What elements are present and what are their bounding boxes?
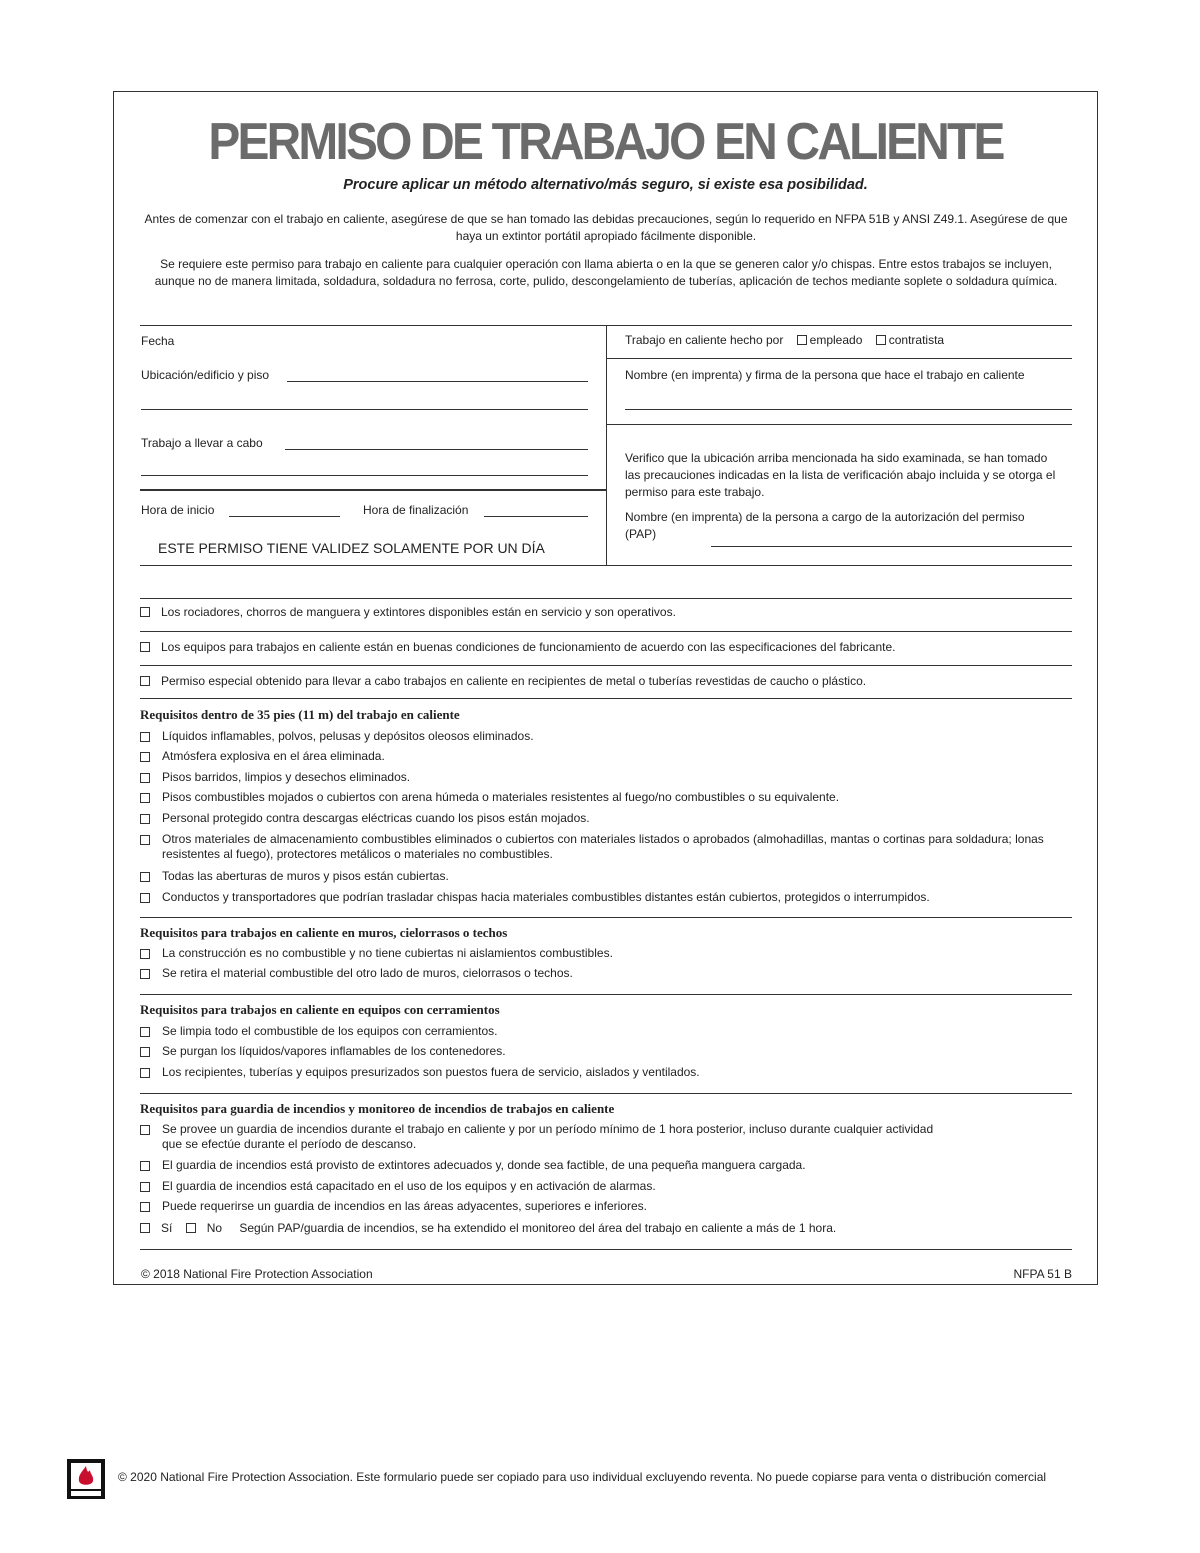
divider: [140, 1249, 1072, 1250]
checkbox[interactable]: [140, 814, 150, 824]
checkbox[interactable]: [140, 1047, 150, 1057]
intro-paragraph-1: Antes de comenzar con el trabajo en caliente, asegúrese de que se han tomado las debidas precauciones, según lo requerido en NFPA 51B y ANSI Z49.1. Asegúrese de que haya un extintor portátil apropiado fácilmente disponible.: [144, 212, 1068, 243]
checkbox[interactable]: [140, 1202, 150, 1212]
no-checkbox[interactable]: [186, 1223, 196, 1233]
divider: [140, 489, 606, 491]
check-text: Los equipos para trabajos en caliente están en buenas condiciones de funcionamiento de acuerdo con las especificaciones del fabricante.: [161, 640, 896, 654]
divider: [140, 631, 1072, 632]
item-text: El guardia de incendios está provisto de extintores adecuados y, donde sea factible, de una pequeña manguera cargada.: [162, 1158, 806, 1172]
checkbox[interactable]: [140, 969, 150, 979]
hecho-por-row: [625, 333, 944, 347]
checklist-item: [140, 1158, 1072, 1173]
checklist-item: [140, 966, 1072, 981]
footer-code: NFPA 51 B: [1013, 1267, 1072, 1281]
bottom-copyright-note: © 2020 National Fire Protection Association. Este formulario puede ser copiado para uso individual excluyendo reventa. No puede copiarse para venta o distribución comercial: [118, 1470, 1047, 1484]
checklist-item: [140, 869, 1072, 884]
item-text: Conductos y transportadores que podrían trasladar chispas hacia materiales combustibles distantes están cubiertos, protegidos o interrumpidos.: [162, 890, 930, 904]
checkbox[interactable]: [140, 607, 150, 617]
divider: [140, 665, 1072, 666]
check-text: Permiso especial obtenido para llevar a cabo trabajos en caliente en recipientes de metal o tuberías revestidas de caucho o plástico.: [161, 674, 867, 688]
item-text: Se retira el material combustible del otro lado de muros, cielorrasos o techos.: [162, 966, 573, 980]
checkbox[interactable]: [140, 642, 150, 652]
checklist-item: [140, 1024, 1072, 1039]
checkbox[interactable]: [140, 835, 150, 845]
nombre-firma-field[interactable]: [625, 409, 1072, 410]
checkbox[interactable]: [140, 752, 150, 762]
section-heading: Requisitos para trabajos en caliente en muros, cielorrasos o techos: [140, 925, 508, 940]
trabajo-field[interactable]: [285, 449, 588, 450]
item-text: Los recipientes, tuberías y equipos presurizados son puestos fuera de servicio, aislados y ventilados.: [162, 1065, 700, 1079]
hora-fin-label: Hora de finalización: [363, 503, 469, 517]
checklist-item: [140, 1065, 1072, 1080]
nombre-pap-label: Nombre (en imprenta) de la persona a cargo de la autorización del permiso (PAP): [625, 510, 1025, 541]
checkbox[interactable]: [140, 732, 150, 742]
checkbox[interactable]: [140, 773, 150, 783]
item-text: Puede requerirse un guardia de incendios en las áreas adyacentes, superiores e inferiores.: [162, 1199, 647, 1213]
checkbox[interactable]: [140, 893, 150, 903]
divider: [140, 1093, 1072, 1094]
checklist-item: [140, 946, 1072, 961]
divider: [140, 698, 1072, 699]
check-row: [140, 640, 1072, 654]
checkbox[interactable]: [140, 793, 150, 803]
hora-fin-field[interactable]: [484, 516, 588, 517]
check-text: Los rociadores, chorros de manguera y extintores disponibles están en servicio y son operativos.: [161, 605, 676, 619]
checklist-item: [140, 1179, 1072, 1194]
no-label: No: [206, 1221, 223, 1235]
item-text: Pisos combustibles mojados o cubiertos con arena húmeda o materiales resistentes al fuego/no combustibles o su equivalente.: [162, 790, 840, 804]
check-row: [140, 674, 1072, 688]
empleado-checkbox[interactable]: [797, 335, 807, 345]
empleado-label: empleado: [809, 333, 863, 347]
check-row: [140, 605, 1072, 619]
contratista-checkbox[interactable]: [876, 335, 886, 345]
checklist-item: [140, 790, 1072, 805]
checklist-item: [140, 811, 1072, 826]
footer-copyright: © 2018 National Fire Protection Association: [141, 1267, 373, 1281]
divider: [606, 358, 1072, 359]
fecha-label: Fecha: [141, 334, 175, 348]
divider: [140, 917, 1072, 918]
verifico-text: Verifico que la ubicación arriba mencionada ha sido examinada, se han tomado las precauciones indicadas en la lista de verificación abajo incluida y se otorga el permiso para este trabajo.: [625, 451, 1056, 499]
item-text: Todas las aberturas de muros y pisos están cubiertas.: [162, 869, 449, 883]
item-text: Otros materiales de almacenamiento combustibles eliminados o cubiertos con materiales listados o aprobados (almohadillas, mantas o cortinas para soldadura; lonas resistentes al fuego), protectores metálicos o materiales no combustibles.: [162, 832, 1044, 861]
nombre-firma-label: Nombre (en imprenta) y firma de la persona que hace el trabajo en caliente: [625, 368, 1025, 382]
checklist-item: [140, 890, 1072, 905]
item-text: Se purgan los líquidos/vapores inflamables de los contenedores.: [162, 1044, 506, 1058]
checkbox[interactable]: [140, 1027, 150, 1037]
item-text: Se limpia todo el combustible de los equipos con cerramientos.: [162, 1024, 498, 1038]
item-text: Líquidos inflamables, polvos, pelusas y depósitos oleosos eliminados.: [162, 729, 534, 743]
checkbox[interactable]: [140, 1161, 150, 1171]
checklist-item: [140, 729, 1072, 744]
hecho-por-label: Trabajo en caliente hecho por: [625, 333, 784, 347]
hora-inicio-label: Hora de inicio: [141, 503, 215, 517]
trabajo-field-line2[interactable]: [141, 475, 588, 476]
checkbox[interactable]: [140, 872, 150, 882]
checkbox[interactable]: [140, 949, 150, 959]
checkbox[interactable]: [140, 1182, 150, 1192]
divider: [140, 994, 1072, 995]
item-text: Atmósfera explosiva en el área eliminada.: [162, 749, 385, 763]
item-text: Pisos barridos, limpios y desechos eliminados.: [162, 770, 411, 784]
checklist-item: [140, 749, 1072, 764]
checkbox[interactable]: [140, 1125, 150, 1135]
validity-note: ESTE PERMISO TIENE VALIDEZ SOLAMENTE POR UN DÍA: [158, 540, 545, 556]
checklist-item: [140, 1199, 1072, 1214]
checklist-item: [140, 1044, 1072, 1059]
page-title: PERMISO DE TRABAJO EN CALIENTE: [208, 113, 1003, 171]
checklist-item: [140, 770, 1072, 785]
ubicacion-field[interactable]: [287, 381, 588, 382]
divider: [140, 598, 1072, 599]
checklist-item: [140, 1122, 940, 1152]
monitoring-text: Según PAP/guardia de incendios, se ha extendido el monitoreo del área del trabajo en caliente a más de 1 hora.: [239, 1221, 837, 1235]
section-heading: Requisitos para guardia de incendios y monitoreo de incendios de trabajos en caliente: [140, 1101, 615, 1116]
subtitle: Procure aplicar un método alternativo/más seguro, si existe esa posibilidad.: [343, 177, 868, 193]
nombre-pap-field[interactable]: [711, 546, 1072, 547]
section-heading: Requisitos dentro de 35 pies (11 m) del trabajo en caliente: [140, 707, 460, 722]
divider: [140, 565, 1072, 566]
si-checkbox[interactable]: [140, 1223, 150, 1233]
checklist-item: [140, 832, 1072, 862]
ubicacion-label: Ubicación/edificio y piso: [141, 368, 270, 382]
nfpa-logo-icon: [66, 1458, 106, 1500]
item-text: Se provee un guardia de incendios durante el trabajo en caliente y por un período mínimo de 1 hora posterior, incluso durante cualquier actividad que se efectúe durante el período de descanso.: [162, 1122, 934, 1151]
ubicacion-field-line2[interactable]: [141, 409, 588, 410]
contratista-label: contratista: [888, 333, 945, 347]
intro-paragraph-2: Se requiere este permiso para trabajo en caliente para cualquier operación con llama abierta o en la que se generen calor y/o chispas. Entre estos trabajos se incluyen, aunque no de manera limitada, soldadura, soldadura no ferrosa, corte, pulido, descongelamiento de tuberías, aplicación de techos mediante soplete o soldadura química.: [154, 257, 1058, 288]
monitoring-row: [140, 1221, 1072, 1235]
item-text: Personal protegido contra descargas eléctricas cuando los pisos están mojados.: [162, 811, 590, 825]
divider: [606, 325, 607, 565]
section-heading: Requisitos para trabajos en caliente en equipos con cerramientos: [140, 1002, 500, 1017]
item-text: La construcción es no combustible y no tiene cubiertas ni aislamientos combustibles.: [162, 946, 613, 960]
divider: [606, 424, 1072, 425]
item-text: El guardia de incendios está capacitado en el uso de los equipos y en activación de alarmas.: [162, 1179, 656, 1193]
checkbox[interactable]: [140, 676, 150, 686]
checkbox[interactable]: [140, 1068, 150, 1078]
si-label: Sí: [161, 1221, 173, 1235]
trabajo-label: Trabajo a llevar a cabo: [141, 436, 263, 450]
hora-inicio-field[interactable]: [229, 516, 340, 517]
